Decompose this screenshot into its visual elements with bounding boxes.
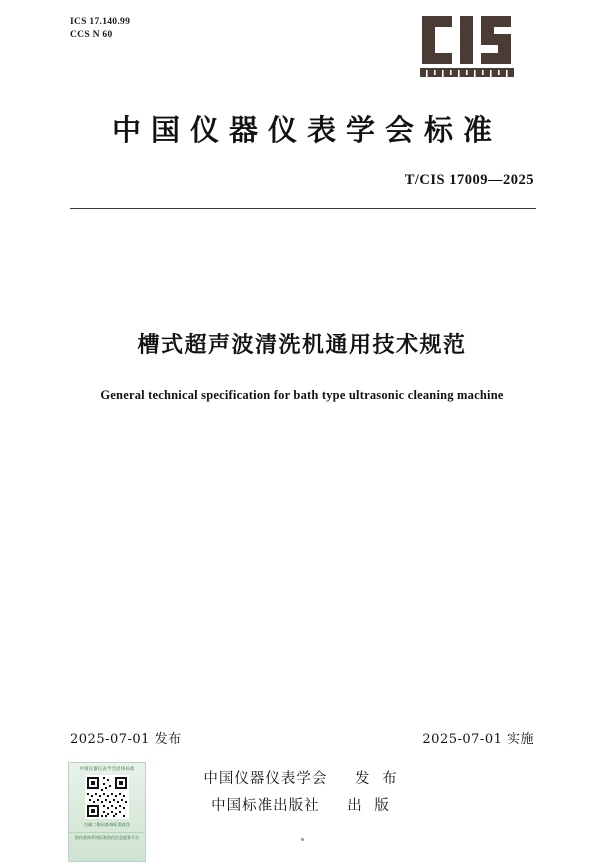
authenticity-sticker <box>68 762 146 862</box>
issue-date: 2025-07-01 发布 <box>70 732 182 747</box>
document-title-cn: 槽式超声波清洗机通用技术规范 <box>137 332 467 358</box>
header-divider <box>70 208 536 209</box>
implementation-date: 2025-07-01 实施 <box>422 732 534 747</box>
publisher-society-action: 发 布 <box>355 771 401 787</box>
qr-code-icon <box>85 775 129 819</box>
ics-code: ICS 17.140.99 <box>70 17 131 27</box>
cis-logo <box>416 14 536 86</box>
page-mark <box>301 838 304 841</box>
sticker-bottom-text: 防伪查询系统标准防伪信息服务平台 <box>69 832 145 841</box>
standard-number: T/CIS 17009—2025 <box>404 172 534 188</box>
organization-title: 中国仪器仪表学会标准 <box>111 113 502 147</box>
document-title-en: General technical specification for bath type ultrasonic cleaning machine <box>100 388 504 402</box>
publisher-society: 中国仪器仪表学会 <box>203 771 328 787</box>
sticker-mid-text: 扫描二维码查询标准真伪 <box>83 822 131 827</box>
publisher-press: 中国标准出版社 <box>211 798 320 814</box>
classification-codes <box>70 16 130 42</box>
publisher-press-action: 出 版 <box>347 798 393 814</box>
sticker-top-text: 中国仪器仪表学会团体标准 <box>79 767 135 772</box>
ccs-code: CCS N 60 <box>70 30 113 40</box>
